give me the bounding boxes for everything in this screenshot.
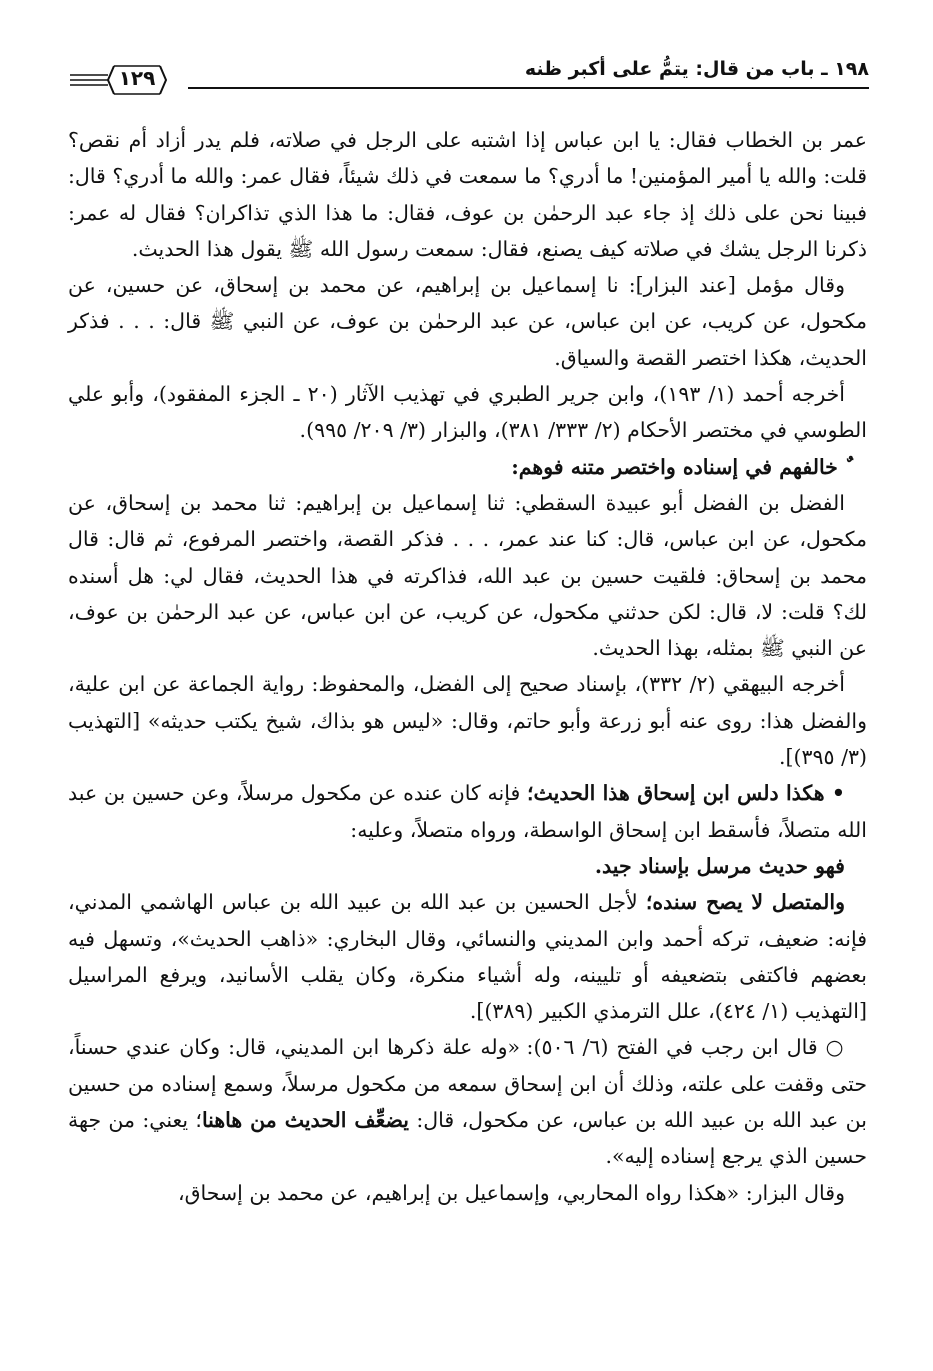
- paragraph-9-lead: والمتصل لا يصح سنده؛: [645, 890, 845, 915]
- paragraph-3: أخرجه أحمد (١/ ١٩٣)، وابن جرير الطبري في تهذيب الآثار (٢٠ ـ الجزء المفقود)، وأبو علي الطوسي في مختصر الأحكام (٢/ ٣٣٣/ ٣٨١)، والبزار (٣/ ٢٠٩/ ٩٩٥).: [68, 382, 867, 443]
- paragraph-10: [68, 1029, 867, 1174]
- paragraph-9: [68, 884, 867, 1029]
- paragraph-9-text: لأجل الحسين بن عبد الله بن عبيد الله بن عباس الهاشمي المدني، فإنه: ضعيف، تركه أحمد وابن المديني والنسائي، وقال البخاري: «ذاهب الحديث»، وتسهل فيه بعضهم فاكتفى بتضعيفه أو تليينه، وله أشياء منكرة، وكان يقلب الأسانيد، ويرفع المراسيل [التهذيب (١/ ٤٢٤)، علل الترمذي الكبير (٣٨٩)].: [68, 890, 867, 1024]
- paragraph-7-lead: • هكذا دلس ابن إسحاق هذا الحديث؛: [526, 781, 845, 806]
- paragraph-6: أخرجه البيهقي (٢/ ٣٣٢)، بإسناد صحيح إلى الفضل، والمحفوظ: رواية الجماعة عن ابن علية، والفضل هذا: روى عنه أبو زرعة وأبو حاتم، وقال: «ليس هو بذاك، شيخ يكتب حديثه» [التهذيب (٣/ ٣٩٥)].: [68, 672, 867, 770]
- paragraph-7: [68, 775, 867, 848]
- paragraph-10-tail: ؛ يعني: من جهة حسين الذي يرجع إسناده إليه».: [68, 1108, 867, 1169]
- chapter-title: ١٩٨ ـ باب من قال: يتمُّ على أكبر ظنه: [524, 58, 869, 80]
- header-rule: [188, 87, 869, 89]
- paragraph-2: وقال مؤمل [عند البزار]: نا إسماعيل بن إبراهيم، عن محمد بن إسحاق، عن حسين، عن مكحول، عن كريب، عن ابن عباس، عن عبد الرحمٰن بن عوف، عن النبي ﷺ قال: . . . فذكر الحديث، هكذا اختصر القصة والسياق.: [68, 273, 867, 370]
- paragraph-10-text: ○ قال ابن رجب في الفتح (٦/ ٥٠٦): «وله علة ذكرها ابن المديني، قال: وكان عندي حسناً، حتى وقفت على علته، وذلك أن ابن إسحاق سمعه من مكحول مرسلاً، وسمع إسناده من حسين بن عبد الله بن عبيد الله بن عباس، عن مكحول، قال:: [68, 1035, 867, 1133]
- page-number: ١٢٩: [118, 66, 156, 90]
- page-body: [68, 122, 867, 1211]
- paragraph-1: عمر بن الخطاب فقال: يا ابن عباس إذا اشتبه على الرجل في صلاته، فلم يدر أزاد أم نقص؟ قلت: والله يا أمير المؤمنين! ما أدري؟ ما سمعت في ذلك شيئاً، فقال عمر: والله ما أدري؟ قال: فبينا نحن على ذلك إذ جاء عبد الرحمٰن بن عوف، فقال: ما هذا الذي تذاكران؟ فقال له عمر: ذكرنا الرجل يشك في صلاته كيف يصنع، فقال: سمعت رسول الله ﷺ يقول هذا الحديث.: [68, 128, 867, 261]
- conclusion-line: فهو حديث مرسل بإسناد جيد.: [594, 853, 845, 878]
- paragraph-5: الفضل بن الفضل أبو عبيدة السقطي: ثنا إسماعيل بن إبراهيم: ثنا محمد بن إسحاق، عن مكحول، عن ابن عباس، قال: كنا عند عمر، . . . فذكر القصة، واختصر المرفوع، ثم قال: قال محمد بن إسحاق: فلقيت حسين بن عبد الله، فذاكرته في هذا الحديث، فقال لي: هل أسنده لك؟ قلت: لا، قال: لكن حدثني مكحول، عن كريب، عن ابن عباس، عن عبد الرحمٰن بن عوف، عن النبي ﷺ بمثله، بهذا الحديث.: [68, 490, 867, 661]
- page-number-badge: [68, 64, 198, 98]
- paragraph-11: وقال البزار: «هكذا رواه المحاربي، وإسماعيل بن إبراهيم، عن محمد بن إسحاق،: [177, 1180, 845, 1205]
- section-heading: ٌ خالفهم في إسناده واختصر متنه فوهم:: [511, 454, 845, 479]
- paragraph-10-bold: يضعِّف الحديث من هاهنا: [201, 1108, 409, 1133]
- page-header: [68, 54, 869, 98]
- paragraph-7-text: فإنه كان عنده عن مكحول مرسلاً، وعن حسين بن عبد الله متصلاً، فأسقط ابن إسحاق الواسطة، ورواه متصلاً، وعليه:: [68, 781, 867, 842]
